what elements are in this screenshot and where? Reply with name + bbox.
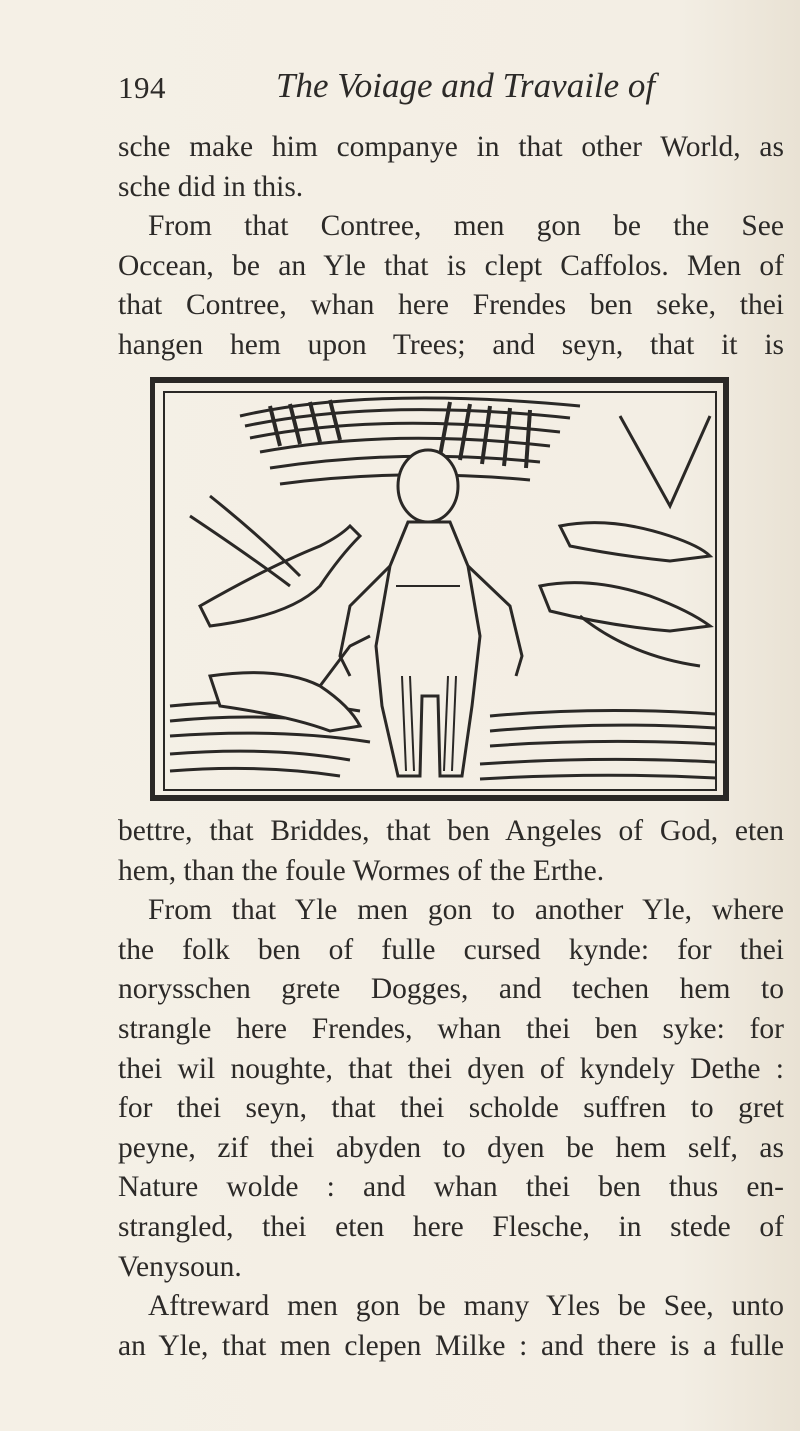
text-line: sche did in this. bbox=[118, 170, 304, 203]
bird-middle-right bbox=[540, 583, 710, 666]
bottom-paragraphs bbox=[118, 812, 784, 1366]
text-line: the folk ben of fulle cursed kynde: for thei bbox=[118, 933, 784, 966]
text-line: an Yle, that men clepen Milke : and there is a fulle bbox=[118, 1329, 784, 1362]
bird-upper-right bbox=[560, 416, 710, 561]
text-line: for thei seyn, that thei scholde suffren to gret bbox=[118, 1092, 784, 1125]
text-line: bettre, that Briddes, that ben Angeles of God, eten bbox=[118, 815, 784, 847]
text-line: Nature wolde : and whan thei ben thus en- bbox=[118, 1171, 784, 1204]
text-line: norysschen grete Dogges, and techen hem to bbox=[118, 973, 784, 1006]
text-line: peyne, zif thei abyden to dyen be hem self, as bbox=[118, 1131, 784, 1164]
text-line: strangle here Frendes, whan thei ben syke: for bbox=[118, 1012, 784, 1045]
page-number: 194 bbox=[118, 70, 166, 105]
woodcut-illustration bbox=[150, 376, 730, 802]
bird-upper-left bbox=[190, 496, 360, 626]
text-line: Occean, be an Yle that is clept Caffolos. Men of bbox=[118, 249, 784, 282]
text-line: sche make him companye in that other World, as bbox=[118, 131, 784, 163]
text-line: Venysoun. bbox=[118, 1250, 242, 1283]
human-figure bbox=[340, 450, 522, 776]
text-line: Aftreward men gon be many Yles be See, unto bbox=[148, 1290, 784, 1323]
text-line: From that Yle men gon to another Yle, where bbox=[148, 894, 784, 927]
text-line: thei wil noughte, that thei dyen of kyndely Dethe : bbox=[118, 1052, 784, 1085]
page-header bbox=[118, 66, 798, 116]
running-title: The Voiage and Travaile of bbox=[276, 66, 656, 105]
text-line: From that Contree, men gon be the See bbox=[148, 210, 784, 243]
text-line: strangled, thei eten here Flesche, in stede of bbox=[118, 1210, 784, 1243]
text-line: hem, than the foule Wormes of the Erthe. bbox=[118, 854, 605, 887]
top-paragraphs bbox=[118, 128, 784, 366]
text-line: hangen hem upon Trees; and seyn, that it is bbox=[118, 328, 784, 361]
text-line: that Contree, whan here Frendes ben seke, thei bbox=[118, 289, 784, 322]
